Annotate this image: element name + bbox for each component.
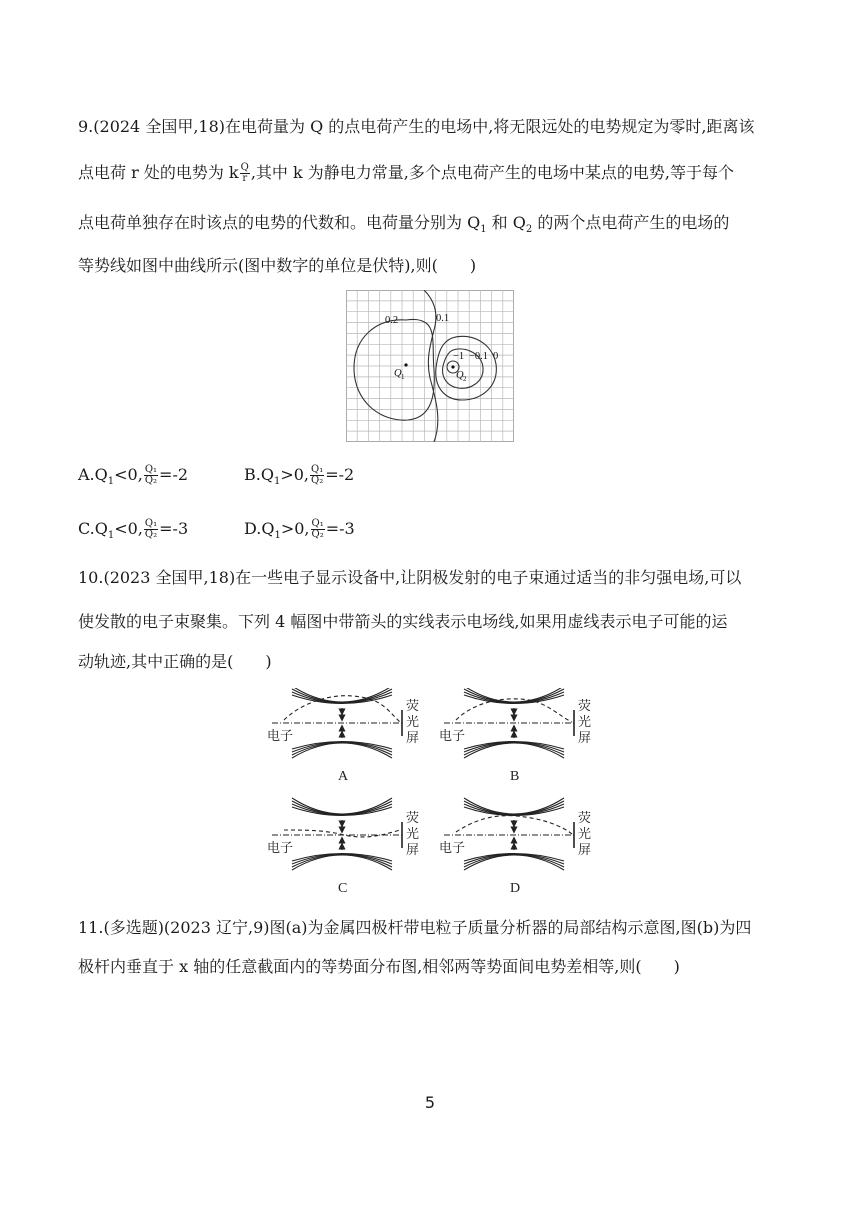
option-a-num: Q₁ xyxy=(144,464,158,475)
diagram-panel-b xyxy=(439,688,591,784)
option-a-den: Q₂ xyxy=(144,475,158,486)
option-a-val: =-2 xyxy=(159,465,189,484)
q9-line-2-pre: 点电荷 r 处的电势为 k xyxy=(78,163,239,182)
q9-line-2 xyxy=(78,163,734,184)
electron-label: 电子 xyxy=(267,728,294,743)
field-line-upper xyxy=(464,689,564,703)
q9-sub-1: 1 xyxy=(480,224,487,236)
option-b-fraction xyxy=(310,465,324,486)
screen-label-1: 荧 xyxy=(406,810,420,825)
q9-line-2-post: ,其中 k 为静电力常量,多个点电荷产生的电场中某点的电势,等于每个 xyxy=(250,163,734,182)
q11-line-1: 11.(多选题)(2023 辽宁,9)图(a)为金属四极杆带电粒子质量分析器的局部结构示意图,图(b)为四 xyxy=(78,918,752,937)
option-c-num: Q₁ xyxy=(144,518,158,529)
option-a-pre: A.Q xyxy=(78,465,108,484)
label-0: 0 xyxy=(493,351,499,362)
label-neg0.1: −0.1 xyxy=(469,351,489,362)
q10-line-2: 使发散的电子束聚集。下列 4 幅图中带箭头的实线表示电场线,如果用虚线表示电子可能的运 xyxy=(78,612,728,631)
option-c-val: =-3 xyxy=(159,519,189,538)
panel-label-d: D xyxy=(510,881,521,896)
option-b-pre: B.Q xyxy=(244,465,274,484)
label-0.1: 0.1 xyxy=(436,313,450,324)
option-b[interactable] xyxy=(244,465,354,492)
screen-label-3: 屏 xyxy=(406,730,420,745)
option-a-rel: <0, xyxy=(114,465,143,484)
option-c-den: Q₂ xyxy=(144,529,158,540)
page-number: 5 xyxy=(424,1093,436,1112)
electron-trajectory xyxy=(456,816,572,834)
electron-trajectory xyxy=(284,830,400,837)
option-c-fraction xyxy=(144,519,158,540)
screen-label-2: 光 xyxy=(578,714,592,729)
field-line-lower xyxy=(464,743,564,756)
q9-sub-2: 2 xyxy=(525,224,533,236)
option-d-num: Q₁ xyxy=(311,518,324,529)
screen-label-1: 荧 xyxy=(578,698,592,713)
label-q2-sub: 2 xyxy=(463,375,467,383)
label-q1-sub: 1 xyxy=(401,373,405,381)
option-b-val: =-2 xyxy=(325,465,355,484)
q9-line-1: 9.(2024 全国甲,18)在电荷量为 Q 的点电荷产生的电场中,将无限远处的电势规定为零时,距离该 xyxy=(78,117,755,136)
option-b-rel: >0, xyxy=(280,465,310,484)
option-d-sub: 1 xyxy=(274,530,281,542)
option-d-val: =-3 xyxy=(325,519,355,538)
option-d[interactable] xyxy=(244,519,355,546)
screen-label-1: 荧 xyxy=(578,810,592,825)
screen-label-3: 屏 xyxy=(578,730,592,745)
q9-line-4: 等势线如图中曲线所示(图中数字的单位是伏特),则( ) xyxy=(78,256,477,275)
screen-label-3: 屏 xyxy=(578,842,592,857)
q10-line-1: 10.(2023 全国甲,18)在一些电子显示设备中,让阴极发射的电子束通过适当的非匀强电场,可以 xyxy=(78,568,742,587)
option-a-sub: 1 xyxy=(107,476,115,488)
fraction-denominator: r xyxy=(242,173,248,184)
option-a[interactable] xyxy=(78,465,188,492)
screen-label-2: 光 xyxy=(406,826,420,841)
q9-line-3-a: 点电荷单独存在时该点的电势的代数和。电荷量分别为 Q xyxy=(78,213,481,232)
electron-label: 电子 xyxy=(267,840,294,855)
q10-line-3: 动轨迹,其中正确的是( ) xyxy=(78,652,272,671)
field-line-upper xyxy=(292,801,392,815)
grid xyxy=(346,290,514,442)
label-q2: Q xyxy=(456,370,464,381)
option-d-pre: D.Q xyxy=(244,519,275,538)
option-d-den: Q₂ xyxy=(311,529,324,540)
screen-label-2: 光 xyxy=(406,714,420,729)
diagram-panel-d xyxy=(439,798,591,896)
electron-label: 电子 xyxy=(439,840,466,855)
fraction-numerator: Q xyxy=(240,162,249,173)
panel-label-b: B xyxy=(510,769,520,784)
label-q1: Q xyxy=(394,368,402,379)
electron-label: 电子 xyxy=(439,728,466,743)
field-line-upper xyxy=(464,801,564,815)
option-a-fraction xyxy=(144,465,158,486)
q9-line-3 xyxy=(78,213,729,240)
option-d-fraction xyxy=(311,519,325,540)
option-c-pre: C.Q xyxy=(78,519,108,538)
option-b-den: Q₂ xyxy=(311,475,324,486)
panel-label-a: A xyxy=(338,769,349,784)
label-0.2: 0.2 xyxy=(385,315,399,326)
option-c-rel: <0, xyxy=(114,519,143,538)
q9-line-3-c: 的两个点电荷产生的电场的 xyxy=(532,213,730,232)
charge-q2-dot xyxy=(451,365,454,368)
screen-label-3: 屏 xyxy=(406,842,420,857)
diagram-panel-c xyxy=(267,798,419,896)
label-neg1: −1 xyxy=(453,351,465,362)
field-line-lower xyxy=(464,855,564,868)
field-line-lower xyxy=(292,743,392,756)
q9-fraction xyxy=(240,163,250,184)
option-b-sub: 1 xyxy=(273,476,281,488)
diagram-panel-a xyxy=(267,688,419,784)
electron-beam-diagrams xyxy=(262,688,602,896)
panel-label-c: C xyxy=(338,881,348,896)
option-c[interactable] xyxy=(78,519,188,546)
option-d-rel: >0, xyxy=(280,519,310,538)
option-b-num: Q₁ xyxy=(311,464,324,475)
option-c-sub: 1 xyxy=(107,530,115,542)
screen-label-2: 光 xyxy=(578,826,592,841)
equipotential-figure xyxy=(346,290,514,442)
charge-q1-dot xyxy=(404,363,407,366)
q11-line-2: 极杆内垂直于 x 轴的任意截面内的等势面分布图,相邻两等势面间电势差相等,则( ) xyxy=(78,957,680,976)
screen-label-1: 荧 xyxy=(406,698,420,713)
q9-line-3-b: 和 Q xyxy=(486,213,526,232)
contour-0 xyxy=(436,336,497,400)
field-line-lower xyxy=(292,855,392,868)
